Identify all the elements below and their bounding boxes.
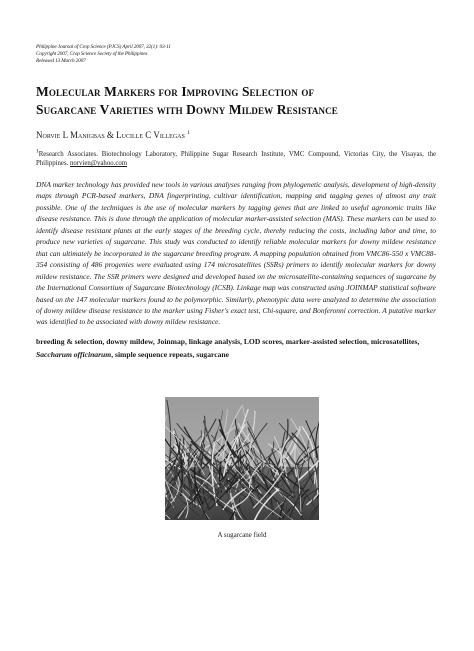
affiliation-text: Research Associates. Biotechnology Laboratory, Philippine Sugar Research Institute, VMC Compound, Victorias City, the Visayas, the Philippines. (36, 151, 436, 167)
keywords-part-2: , simple sequence repeats, sugarcane (111, 349, 230, 359)
keywords-part-1: breeding & selection, downy mildew, Joinmap, linkage analysis, LOD scores, marker-assisted selection, microsatellites, (36, 337, 420, 346)
author-email-link[interactable]: norvien@yahoo.com (70, 160, 128, 167)
affiliation-marker: 1 (36, 148, 39, 155)
journal-info (36, 44, 171, 65)
journal-release-date: Released 13 March 2007 (36, 58, 86, 64)
journal-citation: Philippine Journal of Crop Science (PJCS) April 2007, 32(1): 03-11 (36, 44, 171, 50)
authors (36, 130, 190, 140)
keywords (36, 336, 436, 361)
sugarcane-field-photo (165, 397, 319, 520)
keywords-species: Saccharum officinarum (36, 349, 112, 359)
journal-copyright: Copyright 2007, Crop Science Society of the Philippines (36, 51, 148, 57)
author-affiliation-marker: 1 (187, 130, 190, 136)
affiliation (36, 150, 436, 168)
figure-caption: A sugarcane field (217, 531, 267, 539)
paper-title-line-2: Sugarcane Varieties with Downy Mildew Resistance (36, 101, 338, 117)
author-names: Norvie L Manigbas & Lucille C Villegas (36, 130, 185, 140)
paper-title-line-1: Molecular Markers for Improving Selection of (36, 84, 315, 99)
paper-title (36, 83, 436, 118)
abstract: DNA marker technology has provided new tools in various analyses ranging from phylogenetic analysis, development of high-density maps through PCR-based markers, DNA fingerprinting, cultivar identification, mapping and tagging genes of almost any trait possible. One of the techniques is the use of molecular markers by tagging genes that are linked to useful agronomic traits like disease resistance. This is done through the application of molecular marker-assisted selection (MAS). These markers can be used to identify disease resistant plants at the early stages of the breeding cycle, thereby reducing the costs, including labor and time, to produce new varieties of sugarcane. This study was conducted to identify reliable molecular markers for downy mildew resistance that can ultimately be incorporated in the sugarcane breeding program. A mapping population obtained from VMC86-550 x VMC88-354 consisting of 486 progenies were evaluated using 174 microsatellites (SSRs) primers to identify molecular markers for downy mildew resistance. The SSR primers were designed and developed based on the microsatellite-containing sequences of sugarcane by the International Consortium of Sugarcane Biotechnology (ICSB). Linkage map was constructed using JOINMAP statistical software based on the 147 molecular markers found to be polymorphic. Similarly, phenotypic data were analyzed to determine the association of downy mildew disease resistance to the marker using Fisher's exact test, Chi-square, and Bonferonni correction. A putative marker was identified to be associated with downy mildew resistance. (36, 180, 436, 327)
